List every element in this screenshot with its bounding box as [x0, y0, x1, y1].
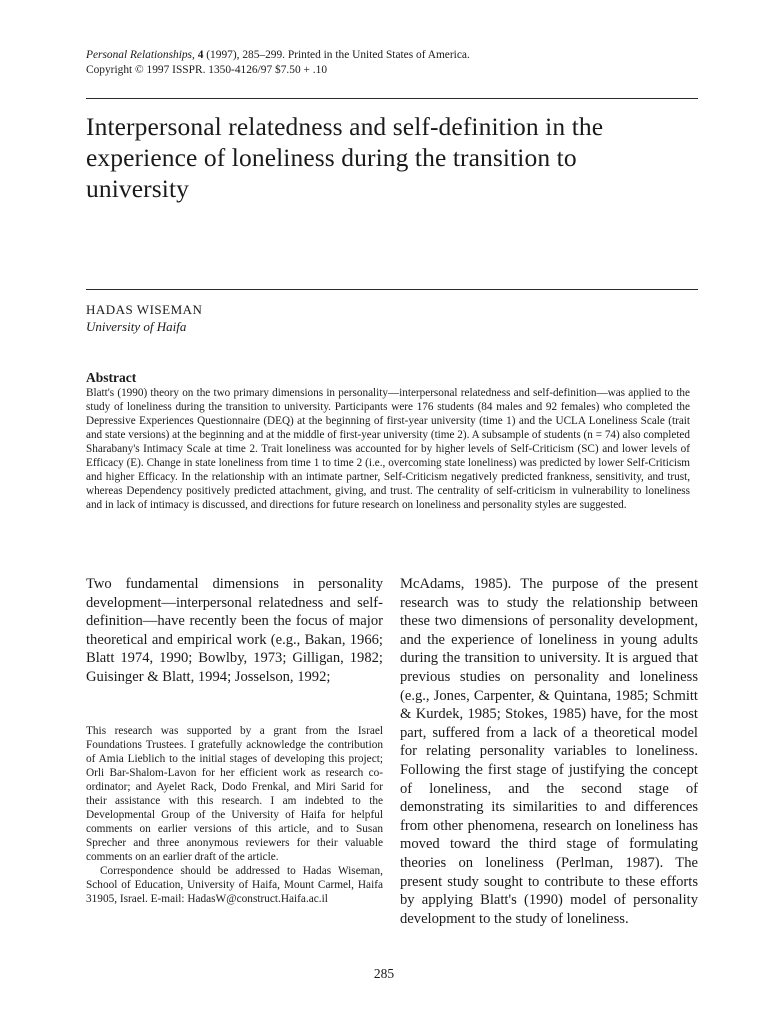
title-divider	[86, 289, 698, 290]
author-affiliation: University of Haifa	[86, 319, 187, 334]
footnote-funding: This research was supported by a grant from the Israel Foundations Trustees. I gratefully acknowledge the contribution of Amia Lieblich to the initial stages of developing this project; Orli Bar-Shalom-Lavon for her efficient work as research co-ordinator; and Ayelet Rack, Dodo Frenkal, and Miri Sarid for their assistance with this research. I am indebted to the Developmental Group of the University of Haifa for helpful comments on earlier versions of this article, and to Susan Sprecher and three anonymous reviewers for their valuable comments on an earlier draft of the article.	[86, 725, 383, 863]
body-left-column: Two fundamental dimensions in personality development—interpersonal relatedness and self-definition—have recently been the focus of major theoretical and empirical work (e.g., Bakan, 1966; Blatt 1974, 1990; Bowlby, 1973; Gilligan, 1982; Guisinger & Blatt, 1994; Josselson, 1992;	[86, 576, 383, 685]
author-name: HADAS WISEMAN	[86, 302, 203, 317]
journal-volume: 4	[197, 49, 204, 61]
footnote-correspondence: Correspondence should be addressed to Hadas Wiseman, School of Education, University of Haifa, Mount Carmel, Haifa 31905, Israel. E-mail: HadasW@construct.Haifa.ac.il	[86, 865, 383, 905]
body-right-column: McAdams, 1985). The purpose of the present research was to study the relationship between these two dimensions of personality development, and the experience of loneliness in young adults during the transition to university. It is argued that previous studies on personality and loneliness (e.g., Jones, Carpenter, & Quintana, 1985; Schmitt & Kurdek, 1985; Stokes, 1985) have, for the most part, suffered from a lack of a theoretical model for relating personality variables to loneliness. Following the first stage of justifying the concept of loneliness, and the second stage of demonstrating its similarities to and differences from other phenomena, research on loneliness has moved toward the third stage of formulating theories on loneliness (Perlman, 1987). The present study sought to contribute to these efforts by applying Blatt's (1990) model of personality development to the study of loneliness.	[400, 576, 698, 927]
abstract-text: Blatt's (1990) theory on the two primary dimensions in personality—interpersonal relatedness and self-definition—was applied to the study of loneliness during the transition to university. Participants were 176 students (84 males and 92 females) who completed the Depressive Experiences Questionnaire (DEQ) at the beginning of first-year university (time 1) and the UCLA Loneliness Scale (trait and state versions) at the beginning and at the middle of first-year university (time 2). A subsample of students (n = 74) also completed Sharabany's Intimacy Scale at time 2. Trait loneliness was accounted for by higher levels of Self-Criticism (SC) and lower levels of Efficacy (E). Change in state loneliness from time 1 to time 2 (i.e., overcoming state loneliness) was predicted by lower Self-Criticism and higher Efficacy. In the relationship with an intimate partner, Self-Criticism negatively predicted frankness, sensitivity, and trust, whereas Dependency positively predicted attachment, giving, and trust. The centrality of self-criticism in vulnerability to loneliness and in lack of intimacy is discussed, and directions for future research on loneliness and personality styles are suggested.	[86, 387, 690, 511]
abstract-heading: Abstract	[86, 370, 137, 385]
header-divider	[86, 98, 698, 99]
article-title: Interpersonal relatedness and self-definition in the experience of loneliness during the transition to university	[86, 112, 604, 203]
citation-line: Personal Relationships, 4 (1997), 285–299. Printed in the United States of America.	[86, 49, 470, 61]
citation-details: (1997), 285–299. Printed in the United States of America.	[203, 49, 470, 61]
page-number: 285	[373, 966, 395, 981]
copyright-line: Copyright © 1997 ISSPR. 1350-4126/97 $7.50 + .10	[86, 64, 328, 76]
footnote	[86, 724, 383, 906]
journal-header	[86, 48, 706, 78]
journal-name: Personal Relationships	[86, 49, 192, 61]
